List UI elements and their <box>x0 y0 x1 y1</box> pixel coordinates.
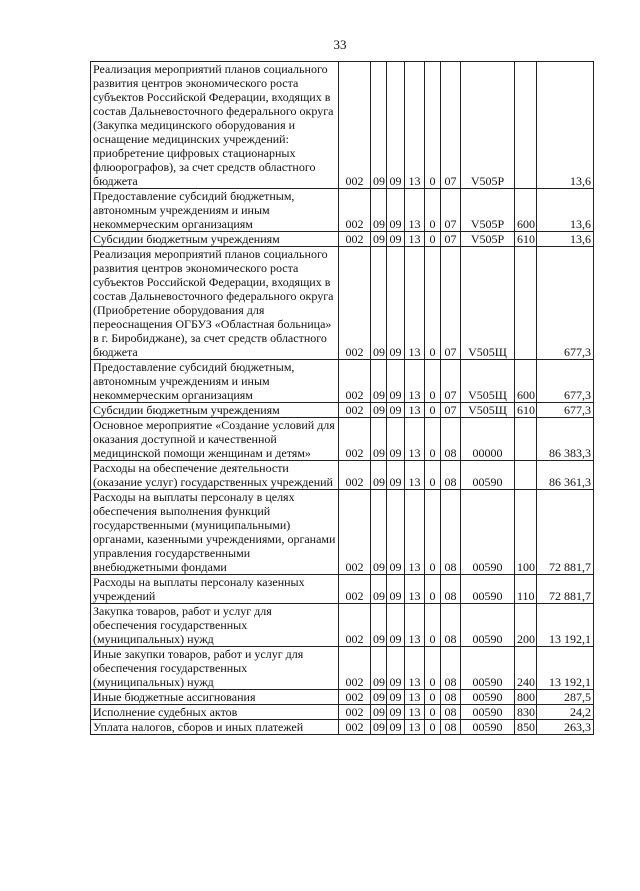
amount: 86 383,3 <box>537 418 594 461</box>
subsection-code: 09 <box>387 604 405 647</box>
event-code: 08 <box>441 647 461 690</box>
row-name: Уплата налогов, сборов и иных платежей <box>91 720 339 735</box>
admin-code: 002 <box>339 705 371 720</box>
admin-code: 002 <box>339 690 371 705</box>
program-code: 13 <box>405 575 425 604</box>
subprogram-code: 0 <box>425 490 441 575</box>
amount: 677,3 <box>537 247 594 360</box>
expense-type-code <box>515 247 537 360</box>
subprogram-code: 0 <box>425 62 441 189</box>
subprogram-code: 0 <box>425 705 441 720</box>
event-code: 08 <box>441 604 461 647</box>
subsection-code: 09 <box>387 247 405 360</box>
program-code: 13 <box>405 604 425 647</box>
admin-code: 002 <box>339 418 371 461</box>
row-name: Реализация мероприятий планов социального развития центров экономического роста субъектов Российской Федерации, входящих в состав Дальневосточного федерального округа (Приобретение оборудования для переоснащения ОГБУЗ «Областная больница» в г. Биробиджане), за счет средств областного бюджета <box>91 247 339 360</box>
page-number: 33 <box>333 37 347 52</box>
row-name: Иные закупки товаров, работ и услуг для обеспечения государственных (муниципальных) нужд <box>91 647 339 690</box>
expense-type-code <box>515 62 537 189</box>
section-code: 09 <box>371 604 387 647</box>
expense-type-code <box>515 461 537 490</box>
program-code: 13 <box>405 690 425 705</box>
section-code: 09 <box>371 690 387 705</box>
expense-type-code: 100 <box>515 490 537 575</box>
expense-type-code <box>515 418 537 461</box>
event-code: 08 <box>441 720 461 735</box>
program-code: 13 <box>405 720 425 735</box>
admin-code: 002 <box>339 490 371 575</box>
event-code: 07 <box>441 360 461 403</box>
event-code: 08 <box>441 575 461 604</box>
event-code: 08 <box>441 490 461 575</box>
subsection-code: 09 <box>387 418 405 461</box>
direction-code: 00590 <box>461 461 515 490</box>
section-code: 09 <box>371 490 387 575</box>
amount: 287,5 <box>537 690 594 705</box>
direction-code: 00590 <box>461 490 515 575</box>
program-code: 13 <box>405 490 425 575</box>
admin-code: 002 <box>339 604 371 647</box>
amount: 13 192,1 <box>537 604 594 647</box>
table-row <box>91 232 594 247</box>
subsection-code: 09 <box>387 461 405 490</box>
subsection-code: 09 <box>387 690 405 705</box>
expense-type-code: 610 <box>515 232 537 247</box>
subprogram-code: 0 <box>425 247 441 360</box>
row-name: Расходы на выплаты персоналу в целях обеспечения выполнения функций государственными (муниципальными) органами, казенными учреждениями, органами управления государственными внебюджетными фондами <box>91 490 339 575</box>
table-row <box>91 189 594 232</box>
expense-type-code: 200 <box>515 604 537 647</box>
subsection-code: 09 <box>387 360 405 403</box>
subprogram-code: 0 <box>425 403 441 418</box>
program-code: 13 <box>405 418 425 461</box>
amount: 13,6 <box>537 62 594 189</box>
subsection-code: 09 <box>387 189 405 232</box>
table-row <box>91 418 594 461</box>
program-code: 13 <box>405 705 425 720</box>
subprogram-code: 0 <box>425 418 441 461</box>
row-name: Предоставление субсидий бюджетным, автономным учреждениям и иным некоммерческим организациям <box>91 360 339 403</box>
section-code: 09 <box>371 62 387 189</box>
section-code: 09 <box>371 705 387 720</box>
section-code: 09 <box>371 720 387 735</box>
admin-code: 002 <box>339 232 371 247</box>
subsection-code: 09 <box>387 403 405 418</box>
expense-type-code: 600 <box>515 360 537 403</box>
row-name: Основное мероприятие «Создание условий для оказания доступной и качественной медицинской помощи женщинам и детям» <box>91 418 339 461</box>
program-code: 13 <box>405 232 425 247</box>
section-code: 09 <box>371 189 387 232</box>
program-code: 13 <box>405 189 425 232</box>
direction-code: V505P <box>461 189 515 232</box>
expense-type-code: 850 <box>515 720 537 735</box>
budget-table <box>90 61 594 735</box>
subsection-code: 09 <box>387 647 405 690</box>
table-row <box>91 247 594 360</box>
admin-code: 002 <box>339 720 371 735</box>
event-code: 07 <box>441 247 461 360</box>
table-row <box>91 720 594 735</box>
subprogram-code: 0 <box>425 232 441 247</box>
subprogram-code: 0 <box>425 461 441 490</box>
direction-code: 00590 <box>461 647 515 690</box>
admin-code: 002 <box>339 189 371 232</box>
row-name: Иные бюджетные ассигнования <box>91 690 339 705</box>
subprogram-code: 0 <box>425 189 441 232</box>
event-code: 08 <box>441 418 461 461</box>
direction-code: 00590 <box>461 720 515 735</box>
event-code: 08 <box>441 705 461 720</box>
program-code: 13 <box>405 647 425 690</box>
direction-code: V505P <box>461 232 515 247</box>
section-code: 09 <box>371 575 387 604</box>
table-row <box>91 490 594 575</box>
admin-code: 002 <box>339 360 371 403</box>
row-name: Расходы на выплаты персоналу казенных учреждений <box>91 575 339 604</box>
row-name: Исполнение судебных актов <box>91 705 339 720</box>
event-code: 07 <box>441 232 461 247</box>
expense-type-code: 110 <box>515 575 537 604</box>
amount: 677,3 <box>537 360 594 403</box>
subprogram-code: 0 <box>425 575 441 604</box>
amount: 13 192,1 <box>537 647 594 690</box>
table-row <box>91 647 594 690</box>
subsection-code: 09 <box>387 705 405 720</box>
direction-code: 00000 <box>461 418 515 461</box>
expense-type-code: 830 <box>515 705 537 720</box>
amount: 263,3 <box>537 720 594 735</box>
subprogram-code: 0 <box>425 360 441 403</box>
expense-type-code: 610 <box>515 403 537 418</box>
admin-code: 002 <box>339 247 371 360</box>
section-code: 09 <box>371 647 387 690</box>
table-row <box>91 360 594 403</box>
amount: 86 361,3 <box>537 461 594 490</box>
row-name: Расходы на обеспечение деятельности (оказание услуг) государственных учреждений <box>91 461 339 490</box>
section-code: 09 <box>371 403 387 418</box>
direction-code: V505Щ <box>461 403 515 418</box>
section-code: 09 <box>371 232 387 247</box>
event-code: 08 <box>441 461 461 490</box>
subsection-code: 09 <box>387 490 405 575</box>
table-row <box>91 403 594 418</box>
expense-type-code: 240 <box>515 647 537 690</box>
amount: 13,6 <box>537 232 594 247</box>
program-code: 13 <box>405 62 425 189</box>
program-code: 13 <box>405 247 425 360</box>
direction-code: 00590 <box>461 575 515 604</box>
event-code: 07 <box>441 189 461 232</box>
subprogram-code: 0 <box>425 647 441 690</box>
direction-code: 00590 <box>461 604 515 647</box>
table-row <box>91 705 594 720</box>
amount: 13,6 <box>537 189 594 232</box>
row-name: Закупка товаров, работ и услуг для обеспечения государственных (муниципальных) нужд <box>91 604 339 647</box>
program-code: 13 <box>405 403 425 418</box>
subprogram-code: 0 <box>425 690 441 705</box>
table-row <box>91 604 594 647</box>
direction-code: V505Щ <box>461 360 515 403</box>
direction-code: V505Щ <box>461 247 515 360</box>
event-code: 07 <box>441 62 461 189</box>
section-code: 09 <box>371 461 387 490</box>
subsection-code: 09 <box>387 720 405 735</box>
table-row <box>91 575 594 604</box>
table-row <box>91 461 594 490</box>
admin-code: 002 <box>339 62 371 189</box>
admin-code: 002 <box>339 403 371 418</box>
subsection-code: 09 <box>387 232 405 247</box>
amount: 72 881,7 <box>537 575 594 604</box>
section-code: 09 <box>371 418 387 461</box>
section-code: 09 <box>371 360 387 403</box>
subsection-code: 09 <box>387 575 405 604</box>
program-code: 13 <box>405 360 425 403</box>
expense-type-code: 800 <box>515 690 537 705</box>
event-code: 08 <box>441 690 461 705</box>
row-name: Предоставление субсидий бюджетным, автономным учреждениям и иным некоммерческим организациям <box>91 189 339 232</box>
subsection-code: 09 <box>387 62 405 189</box>
admin-code: 002 <box>339 647 371 690</box>
table-row <box>91 690 594 705</box>
program-code: 13 <box>405 461 425 490</box>
event-code: 07 <box>441 403 461 418</box>
direction-code: V505P <box>461 62 515 189</box>
section-code: 09 <box>371 247 387 360</box>
subprogram-code: 0 <box>425 604 441 647</box>
amount: 24,2 <box>537 705 594 720</box>
amount: 677,3 <box>537 403 594 418</box>
direction-code: 00590 <box>461 705 515 720</box>
expense-type-code: 600 <box>515 189 537 232</box>
admin-code: 002 <box>339 461 371 490</box>
row-name: Реализация мероприятий планов социального развития центров экономического роста субъектов Российской Федерации, входящих в состав Дальневосточного федерального округа (Закупка медицинского оборудования и оснащение медицинских учреждений: приобретение цифровых стационарных флюорографов), за счет средств областного бюджета <box>91 62 339 189</box>
row-name: Субсидии бюджетным учреждениям <box>91 232 339 247</box>
table-row <box>91 62 594 189</box>
admin-code: 002 <box>339 575 371 604</box>
direction-code: 00590 <box>461 690 515 705</box>
amount: 72 881,7 <box>537 490 594 575</box>
row-name: Субсидии бюджетным учреждениям <box>91 403 339 418</box>
subprogram-code: 0 <box>425 720 441 735</box>
